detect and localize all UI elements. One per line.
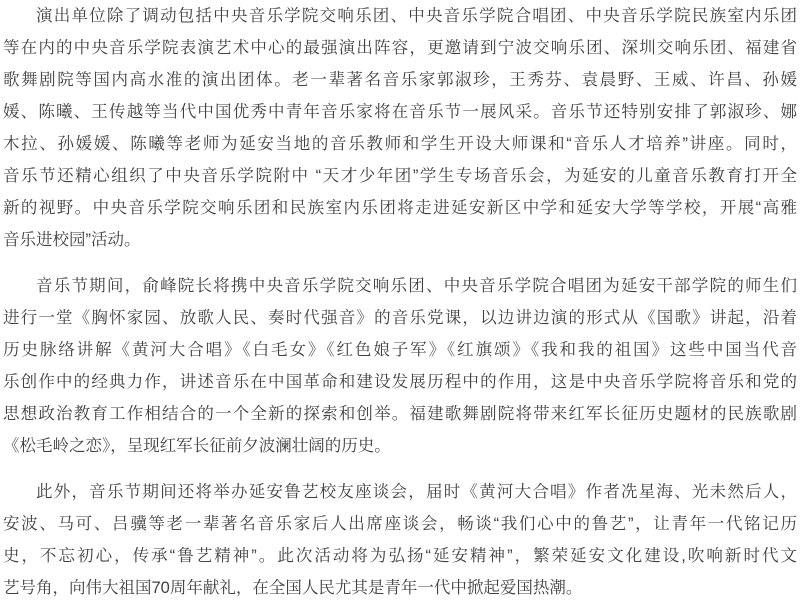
paragraph-line: 历史脉络讲解《黄河大合唱》《白毛女》《红色娘子军》《红旗颂》《我和我的祖国》这些中国当代音 <box>3 341 797 359</box>
paragraph-line: 媛、陈曦、王传越等当代中国优秀中青年音乐家将在音乐节一展风采。音乐节还特别安排了郭淑珍、娜 <box>3 103 797 121</box>
paragraph-line: 进行一堂《胸怀家园、放歌人民、奏时代强音》的音乐党课，以边讲边演的形式从《国歌》讲起，沿着 <box>3 309 797 327</box>
paragraph-line: 史，不忘初心，传承“鲁艺精神”。此次活动将为弘扬“延安精神”，繁荣延安文化建设,吹响新时代文 <box>3 547 797 565</box>
paragraph <box>3 270 797 462</box>
paragraph-line: 歌舞剧院等国内高水准的演出团体。老一辈著名音乐家郭淑珍，王秀芬、袁晨野、王威、许昌、孙媛 <box>3 71 797 89</box>
paragraph-line: 木拉、孙媛媛、陈曦等老师为延安当地的音乐教师和学生开设大师课和“音乐人才培养”讲座。同时， <box>3 135 797 153</box>
paragraph-line: 安波、马可、吕骥等老一辈著名音乐家后人出席座谈会，畅谈“我们心中的鲁艺”，让青年一代铭记历 <box>3 515 797 533</box>
paragraph-line: 音乐进校园”活动。 <box>3 231 141 249</box>
paragraph-line: 等在内的中央音乐学院表演艺术中心的最强演出阵容，更邀请到宁波交响乐团、深圳交响乐团、福建省 <box>3 39 797 57</box>
paragraph-line: 《松毛岭之恋》，呈现红军长征前夕波澜壮阔的历史。 <box>3 437 391 455</box>
paragraph-line: 乐创作中的经典力作，讲述音乐在中国革命和建设发展历程中的作用，这是中央音乐学院将音乐和党的 <box>3 373 797 391</box>
paragraph <box>3 0 797 256</box>
paragraph-line: 艺号角，向伟大祖国70周年献礼，在全国人民尤其是青年一代中掀起爱国热潮。 <box>3 579 583 597</box>
paragraph-line: 思想政治教育工作相结合的一个全新的探索和创举。福建歌舞剧院将带来红军长征历史题材的民族歌剧 <box>3 405 797 423</box>
paragraph-line: 演出单位除了调动包括中央音乐学院交响乐团、中央音乐学院合唱团、中央音乐学院民族室内乐团 <box>36 7 797 25</box>
paragraph-line: 音乐节期间，俞峰院长将携中央音乐学院交响乐团、中央音乐学院合唱团为延安干部学院的师生们 <box>36 277 797 295</box>
paragraph-line: 此外，音乐节期间还将举办延安鲁艺校友座谈会，届时《黄河大合唱》作者冼星海、光未然后人， <box>36 483 797 501</box>
paragraph-line: 音乐节还精心组织了中央音乐学院附中 “天才少年团”学生专场音乐会，为延安的儿童音乐教育打开全 <box>3 167 797 185</box>
paragraph-line: 新的视野。中央音乐学院交响乐团和民族室内乐团将走进延安新区中学和延安大学等学校，开展“高雅 <box>3 199 797 217</box>
paragraph <box>3 476 797 604</box>
